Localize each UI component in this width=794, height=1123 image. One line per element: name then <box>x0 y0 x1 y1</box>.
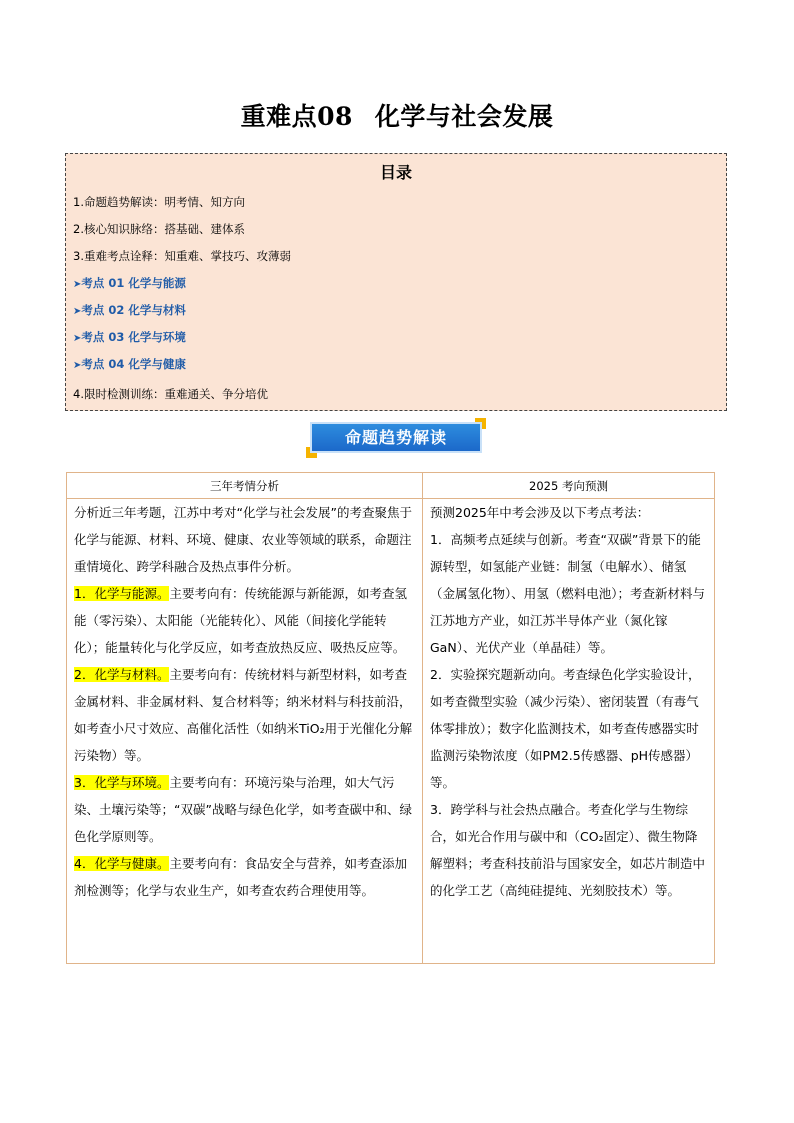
toc-item-kd03[interactable] <box>73 329 186 345</box>
arrow-icon: ➤ <box>73 360 82 371</box>
toc-item-kd04-label: 考点 04 化学与健康 <box>81 357 186 371</box>
table-row <box>67 499 715 964</box>
analysis-materials <box>74 661 416 769</box>
highlight-health: 4．化学与健康。 <box>74 856 170 871</box>
arrow-icon: ➤ <box>73 306 82 317</box>
toc-item-knowledge[interactable]: 2.核心知识脉络：搭基础、建体系 <box>73 222 245 236</box>
highlight-materials: 2．化学与材料。 <box>74 667 170 682</box>
title-topic: 化学与社会发展 <box>374 102 554 131</box>
analysis-cell <box>67 499 423 964</box>
highlight-energy: 1．化学与能源。 <box>74 586 170 601</box>
analysis-materials-text: 主要考向有：传统材料与新型材料，如考查金属材料、非金属材料、复合材料等；纳米材料与科技前沿，如考查小尺寸效应、高催化活性（如纳米TiO₂用于光催化分解污染物）等。 <box>74 667 413 763</box>
banner-label: 命题趋势解读 <box>310 422 482 453</box>
forecast-point-1: 1．高频考点延续与创新。考查“双碳”背景下的能源转型，如氢能产业链：制氢（电解水）、储氢（金属氢化物）、用氢（燃料电池）；考查新材料与江苏地方产业，如江苏半导体产业（氮化镓GaN）、光伏产业（单晶硅）等。 <box>430 532 706 655</box>
toc-item-kd01-label: 考点 01 化学与能源 <box>81 276 186 290</box>
analysis-energy <box>74 580 416 661</box>
table-of-contents <box>65 153 727 411</box>
title-number: 重难点08 <box>240 102 353 131</box>
arrow-icon: ➤ <box>73 333 82 344</box>
header-three-year-analysis: 三年考情分析 <box>67 473 423 499</box>
section-banner <box>304 416 488 462</box>
forecast-point-2: 2．实验探究题新动向。考查绿色化学实验设计，如考查微型实验（减少污染）、密闭装置（有毒气体零排放）；数字化监测技术，如考查传感器实时监测污染物浓度（如PM2.5传感器、pH传感器）等。 <box>430 667 701 790</box>
toc-item-kd02-label: 考点 02 化学与材料 <box>81 303 186 317</box>
toc-item-kd02[interactable] <box>73 302 186 318</box>
analysis-table <box>66 472 715 964</box>
analysis-environment-text: 主要考向有：环境污染与治理，如大气污染、土壤污染等；“双碳”战略与绿色化学，如考查碳中和、绿色化学原则等。 <box>74 775 412 844</box>
forecast-intro: 预测2025年中考会涉及以下考点考法： <box>430 505 650 520</box>
toc-item-practice[interactable]: 4.限时检测训练：重难通关、争分培优 <box>73 387 268 401</box>
arrow-icon: ➤ <box>73 279 82 290</box>
analysis-environment <box>74 769 416 850</box>
forecast-cell <box>423 499 715 964</box>
analysis-energy-text: 主要考向有：传统能源与新能源，如考查氢能（零污染）、太阳能（光能转化）、风能（间接化学能转化）；能量转化与化学反应，如考查放热反应、吸热反应等。 <box>74 586 407 655</box>
page-title <box>0 97 794 133</box>
table-header-row <box>67 473 715 499</box>
toc-item-kd03-label: 考点 03 化学与环境 <box>81 330 186 344</box>
toc-item-trend[interactable]: 1.命题趋势解读：明考情、知方向 <box>73 195 245 209</box>
highlight-environment: 3．化学与环境。 <box>74 775 170 790</box>
forecast-point-3: 3．跨学科与社会热点融合。考查化学与生物综合，如光合作用与碳中和（CO₂固定）、微生物降解塑料；考查科技前沿与国家安全，如芯片制造中的化学工艺（高纯硅提纯、光刻胶技术）等。 <box>430 802 706 898</box>
toc-item-key-points[interactable]: 3.重难考点诠释：知重难、掌技巧、攻薄弱 <box>73 249 291 263</box>
toc-heading: 目录 <box>379 163 412 182</box>
analysis-health <box>74 850 416 904</box>
analysis-intro: 分析近三年考题，江苏中考对“化学与社会发展”的考查聚焦于化学与能源、材料、环境、健康、农业等领域的联系，命题注重情境化、跨学科融合及热点事件分析。 <box>74 505 412 574</box>
toc-item-kd01[interactable] <box>73 275 186 291</box>
analysis-health-text: 主要考向有：食品安全与营养，如考查添加剂检测等；化学与农业生产，如考查农药合理使用等。 <box>74 856 407 898</box>
header-2025-forecast: 2025 考向预测 <box>423 473 715 499</box>
toc-item-kd04[interactable] <box>73 356 186 372</box>
